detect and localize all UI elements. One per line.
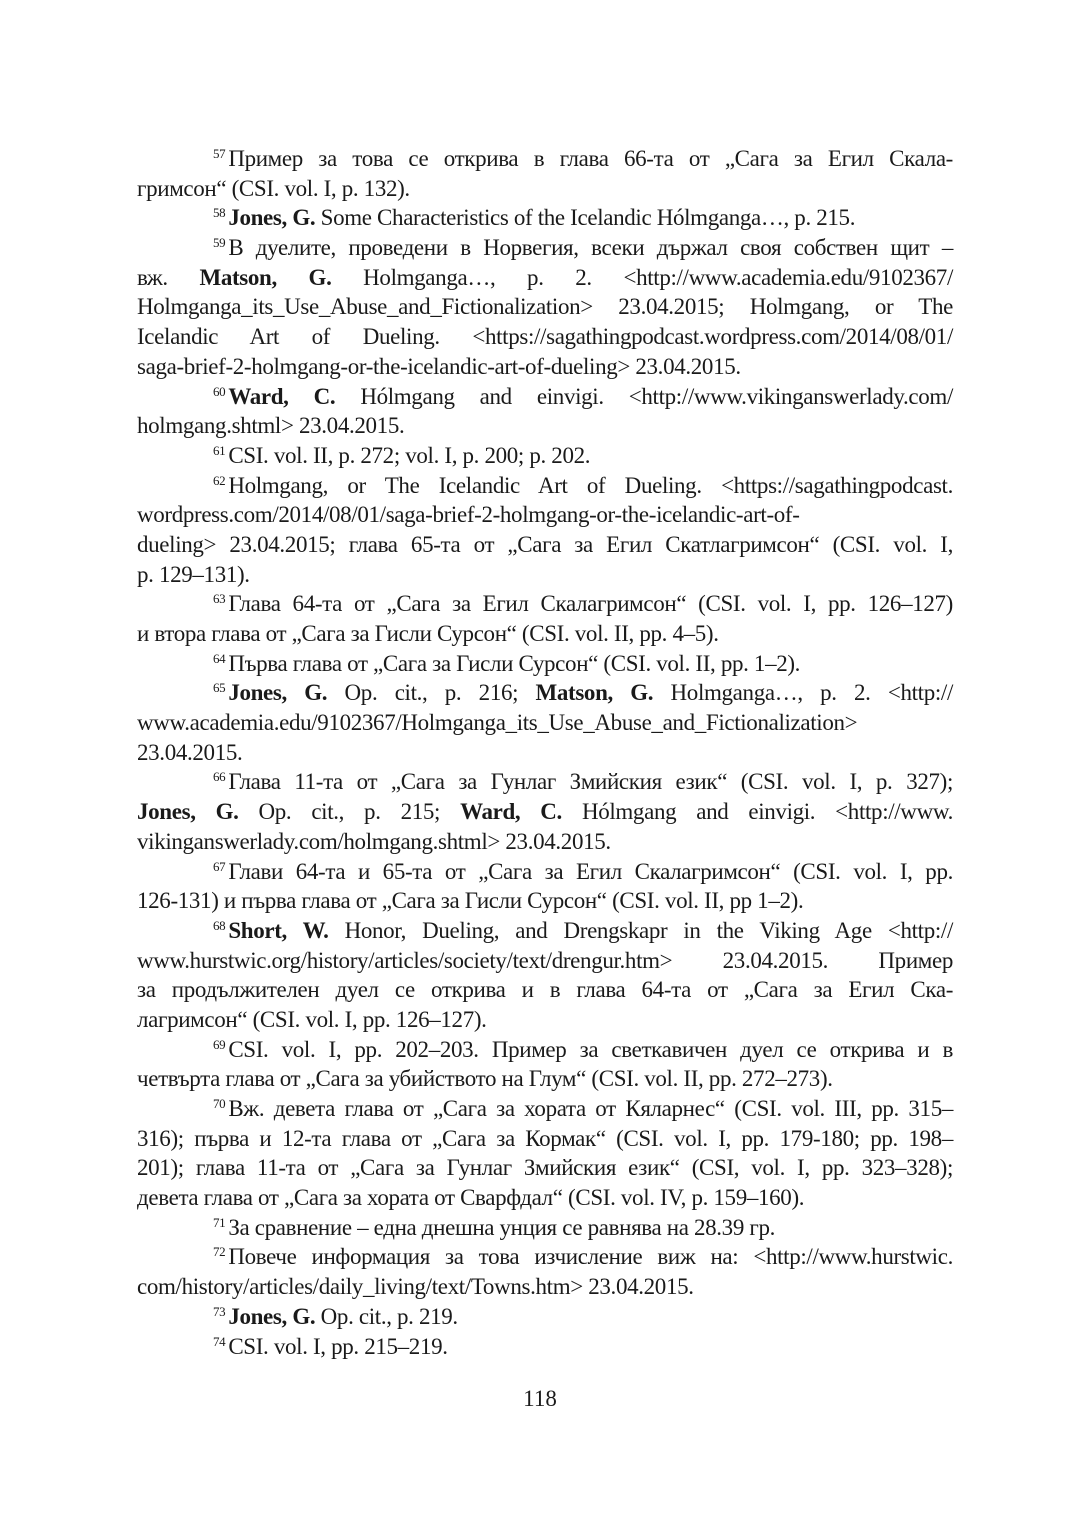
footnote-text: Първа глава от „Сага за Гисли Сурсон“ (CSI. vol. II, pp. 1–2).	[228, 650, 801, 676]
footnote-70	[137, 1094, 953, 1213]
footnote-number: 65	[213, 680, 226, 696]
footnote-line	[137, 1183, 953, 1213]
footnote-60	[137, 382, 953, 441]
footnote-line	[137, 1213, 953, 1243]
footnote-line	[137, 708, 953, 738]
footnote-line	[137, 738, 953, 768]
footnote-72	[137, 1242, 953, 1301]
footnote-71	[137, 1213, 953, 1243]
footnote-line	[137, 916, 953, 946]
footnote-text: и втора глава от „Сага за Гисли Сурсон“ (CSI. vol. II, pp. 4–5).	[137, 621, 719, 646]
footnote-text: vikinganswerlady.com/holmgang.shtml> 23.04.2015.	[137, 828, 611, 854]
footnotes-block	[137, 144, 953, 1361]
footnote-line	[137, 678, 953, 708]
footnote-64	[137, 649, 953, 679]
footnote-text: 126-131) и първа глава от „Сага за Гисли Сурсон“ (CSI. vol. II, pp 1–2).	[137, 888, 804, 914]
footnote-number: 64	[213, 650, 226, 666]
footnote-text: CSI. vol. II, p. 272; vol. I, p. 200; p. 202.	[228, 442, 591, 468]
footnote-text: Глава 11-та от „Сага за Гунлаг Змийския език“ (CSI. vol. I, p. 327);	[228, 769, 953, 795]
footnote-line	[137, 975, 953, 1005]
footnote-text: Op. cit., p. 215;	[238, 799, 461, 825]
author-name: Jones, G.	[228, 680, 328, 706]
footnote-68	[137, 916, 953, 1035]
footnote-number: 60	[213, 383, 226, 399]
footnote-text: p. 129–131).	[137, 561, 250, 587]
footnote-number: 57	[213, 146, 226, 161]
footnote-text: Глави 64-та и 65-та от „Сага за Егил Скалагримсон“ (CSI. vol. I, pp.	[228, 858, 953, 884]
footnote-text: лагримсон“ (CSI. vol. I, pp. 126–127).	[137, 1006, 487, 1032]
footnote-text: CSI. vol. I, pp. 215–219.	[228, 1333, 448, 1359]
footnote-57	[137, 144, 953, 203]
footnote-text: 316); първа и 12-та глава от „Сага за Кормак“ (CSI. vol. I, pp. 179-180; pp. 198–	[137, 1125, 953, 1151]
footnote-line	[137, 797, 953, 827]
footnote-text: dueling> 23.04.2015; глава 65-та от „Сага за Егил Скатлагримсон“ (CSI. vol. I,	[137, 531, 953, 557]
page-number: 118	[523, 1386, 557, 1411]
footnote-text: CSI. vol. I, pp. 202–203. Пример за светкавичен дуел се открива и в	[228, 1036, 953, 1062]
footnote-text: За сравнение – една днешна унция се равнява на 28.39 гр.	[228, 1214, 776, 1240]
footnote-line	[137, 1153, 953, 1183]
footnote-number: 59	[213, 235, 226, 251]
footnote-61	[137, 441, 953, 471]
footnote-line	[137, 886, 953, 916]
footnote-text: com/history/articles/daily_living/text/Towns.htm> 23.04.2015.	[137, 1274, 694, 1300]
footnote-text: Op. cit., p. 219.	[315, 1303, 458, 1329]
footnote-74	[137, 1332, 953, 1362]
footnote-line	[137, 560, 953, 590]
footnote-line	[137, 1332, 953, 1362]
footnote-text: девета глава от „Сага за хората от Сварфдал“ (CSI. vol. IV, p. 159–160).	[137, 1185, 805, 1211]
author-name: Jones, G.	[228, 205, 316, 231]
footnote-line	[137, 292, 953, 322]
footnote-line	[137, 352, 953, 382]
footnote-number: 74	[213, 1333, 226, 1349]
footnote-line	[137, 649, 953, 679]
footnote-line	[137, 589, 953, 619]
footnote-text: 23.04.2015.	[137, 739, 243, 765]
author-name: Ward, C.	[228, 383, 336, 409]
footnote-line	[137, 1124, 953, 1154]
footnote-67	[137, 857, 953, 916]
footnote-line	[137, 500, 953, 530]
footnote-line	[137, 471, 953, 501]
footnote-line	[137, 1242, 953, 1272]
footnote-text: гримсон“ (CSI. vol. I, p. 132).	[137, 175, 410, 201]
footnote-text: Holmganga_its_Use_Abuse_and_Fictionalization> 23.04.2015; Holmgang, or The	[137, 294, 953, 320]
footnote-text: Hólmgang and einvigi. <http://www.	[561, 799, 953, 825]
footnote-line	[137, 530, 953, 560]
footnote-text: Holmganga…, p. 2. <http://	[653, 680, 953, 706]
footnote-number: 71	[213, 1214, 226, 1230]
footnote-text: Holmganga…, p. 2. <http://www.academia.edu/9102367/	[331, 264, 953, 290]
footnote-line	[137, 857, 953, 887]
footnote-line	[137, 827, 953, 857]
footnote-line	[137, 441, 953, 471]
footnote-line	[137, 203, 953, 233]
footnote-62	[137, 471, 953, 590]
footnote-58	[137, 203, 953, 233]
footnote-line	[137, 1035, 953, 1065]
footnote-text: В дуелите, проведени в Норвегия, всеки държал своя собствен щит –	[228, 235, 953, 261]
footnote-number: 62	[213, 472, 226, 488]
footnote-text: Op. cit., p. 216;	[327, 680, 536, 706]
footnote-63	[137, 589, 953, 648]
footnote-line	[137, 174, 953, 204]
footnote-number: 67	[213, 858, 226, 874]
footnote-number: 61	[213, 442, 226, 458]
footnote-line	[137, 1005, 953, 1035]
footnote-text: за продължителен дуел се открива и в глава 64-та от „Сага за Егил Ска-	[137, 977, 953, 1003]
footnote-number: 66	[213, 769, 226, 785]
footnote-text: www.academia.edu/9102367/Holmganga_its_Use_Abuse_and_Fictionalization>	[137, 710, 858, 736]
footnote-text: 201); глава 11-та от „Сага за Гунлаг Змийския език“ (CSI, vol. I, pp. 323–328);	[137, 1155, 953, 1181]
footnote-line	[137, 411, 953, 441]
footnote-line	[137, 263, 953, 293]
footnote-number: 72	[213, 1244, 226, 1260]
footnote-line	[137, 322, 953, 352]
author-name: Ward, C.	[460, 799, 562, 825]
footnote-text: holmgang.shtml> 23.04.2015.	[137, 413, 405, 439]
footnote-text: Honor, Dueling, and Drengskapr in the Viking Age <http://	[328, 917, 953, 943]
footnote-number: 68	[213, 917, 226, 933]
footnote-text: вж.	[137, 264, 200, 290]
footnote-text: Holmgang, or The Icelandic Art of Dueling. <https://sagathingpodcast.	[228, 472, 953, 498]
author-name: Jones, G.	[137, 799, 239, 825]
footnote-text: www.hurstwic.org/history/articles/society/text/drengur.htm> 23.04.2015. Пример	[137, 947, 953, 973]
footnote-number: 70	[213, 1096, 226, 1111]
footnote-line	[137, 144, 953, 174]
footnote-text: Some Characteristics of the Icelandic Hólmganga…, p. 215.	[315, 205, 856, 231]
author-name: Matson, G.	[535, 680, 654, 706]
footnote-number: 58	[213, 205, 226, 221]
footnote-text: Вж. девета глава от „Сага за хората от Кяларнес“ (CSI. vol. III, pp. 315–	[228, 1096, 953, 1121]
footnote-line	[137, 767, 953, 797]
footnote-number: 63	[213, 591, 226, 607]
footnote-line	[137, 233, 953, 263]
footnote-text: четвърта глава от „Сага за убийството на Глум“ (CSI. vol. II, pp. 272–273).	[137, 1066, 833, 1092]
footnote-line	[137, 946, 953, 976]
footnote-line	[137, 619, 953, 649]
footnote-65	[137, 678, 953, 767]
footnote-line	[137, 1064, 953, 1094]
footnote-text: Пример за това се открива в глава 66-та от „Сага за Егил Скала-	[228, 146, 953, 171]
footnote-text: Глава 64-та от „Сага за Егил Скалагримсон“ (CSI. vol. I, pp. 126–127)	[228, 591, 953, 617]
author-name: Matson, G.	[199, 264, 332, 290]
footnote-line	[137, 382, 953, 412]
footnote-text: Icelandic Art of Dueling. <https://sagathingpodcast.wordpress.com/2014/08/01/	[137, 324, 953, 350]
footnote-line	[137, 1302, 953, 1332]
footnote-text: Hólmgang and einvigi. <http://www.vikinganswerlady.com/	[335, 383, 953, 409]
footnote-text: wordpress.com/2014/08/01/saga-brief-2-holmgang-or-the-icelandic-art-of-	[137, 502, 800, 528]
footnote-line	[137, 1094, 953, 1124]
footnote-73	[137, 1302, 953, 1332]
author-name: Jones, G.	[228, 1303, 316, 1329]
footnote-text: Повече информация за това изчисление виж на: <http://www.hurstwic.	[228, 1244, 953, 1270]
footnote-text: saga-brief-2-holmgang-or-the-icelandic-art-of-dueling> 23.04.2015.	[137, 353, 741, 379]
footnote-line	[137, 1272, 953, 1302]
footnote-69	[137, 1035, 953, 1094]
footnote-number: 73	[213, 1303, 226, 1319]
footnote-number: 69	[213, 1036, 226, 1052]
author-name: Short, W.	[228, 917, 329, 943]
footnote-59	[137, 233, 953, 381]
footnote-66	[137, 767, 953, 856]
